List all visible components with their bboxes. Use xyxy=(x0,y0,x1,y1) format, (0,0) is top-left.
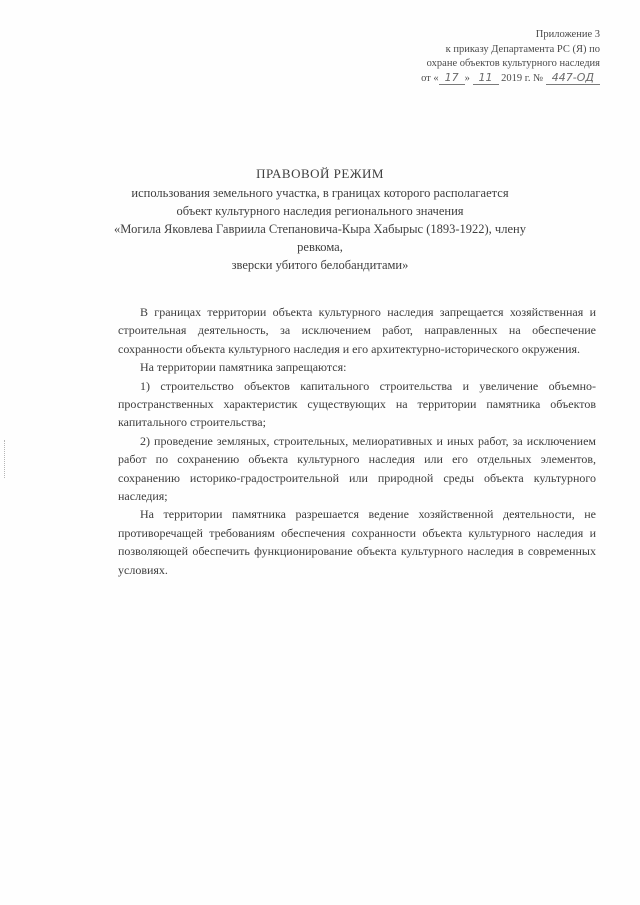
handwritten-month: 11 xyxy=(473,72,499,85)
paragraph-permitted: На территории памятника разрешается ведение хозяйственной деятельности, не противоречащей требованиям обеспечения сохранности объекта культурного наследия и позволяющей обеспечить функционирование объекта культурного наследия в современных условиях. xyxy=(118,507,596,577)
title-line-name-end: зверски убитого белобандитами» xyxy=(231,258,409,272)
date-prefix: от « xyxy=(421,72,439,84)
title-line-object: объект культурного наследия регионального значения xyxy=(176,204,464,218)
paragraph-item-1: 1) строительство объектов капитального строительства и увеличение объемно-пространственных характеристик существующих на территории памятника объектов капитального строительства; xyxy=(118,378,596,430)
paragraph-prohibited-intro: На территории памятника запрещаются: xyxy=(140,360,347,375)
appendix-date-line xyxy=(340,72,600,87)
paragraph-item-2: 2) проведение земляных, строительных, мелиоративных и иных работ, за исключением работ по сохранению объекта культурного наследия или его отдельных элементов, сохранению историко-градостроительной или природной среды объекта культурного наследия; xyxy=(118,433,596,504)
date-year: 2019 г. № xyxy=(501,72,544,84)
handwritten-order-number: 447-ОД xyxy=(546,72,600,85)
handwritten-day: 17 xyxy=(439,72,465,85)
appendix-department: охране объектов культурного наследия xyxy=(426,58,600,69)
appendix-header xyxy=(340,28,600,86)
document-body xyxy=(118,303,596,579)
appendix-label: Приложение 3 xyxy=(535,29,600,40)
title-line-usage: использования земельного участка, в границах которого располагается xyxy=(131,186,509,200)
appendix-order-ref: к приказу Департамента РС (Я) по xyxy=(445,43,600,55)
paragraph-restriction: В границах территории объекта культурного наследия запрещается хозяйственная и строительная деятельность, за исключением работ, направленных на обеспечение сохранности объекта культурного наследия и его архитектурно-исторического окружения. xyxy=(118,305,596,356)
title-line-name: «Могила Яковлева Гавриила Степановича-Кыра Хабырыс (1893-1922), члену ревкома, xyxy=(114,222,526,254)
document-title-block xyxy=(100,165,540,274)
date-mid: » xyxy=(464,72,470,84)
scan-margin-mark xyxy=(4,440,6,478)
document-heading: ПРАВОВОЙ РЕЖИМ xyxy=(256,166,384,181)
